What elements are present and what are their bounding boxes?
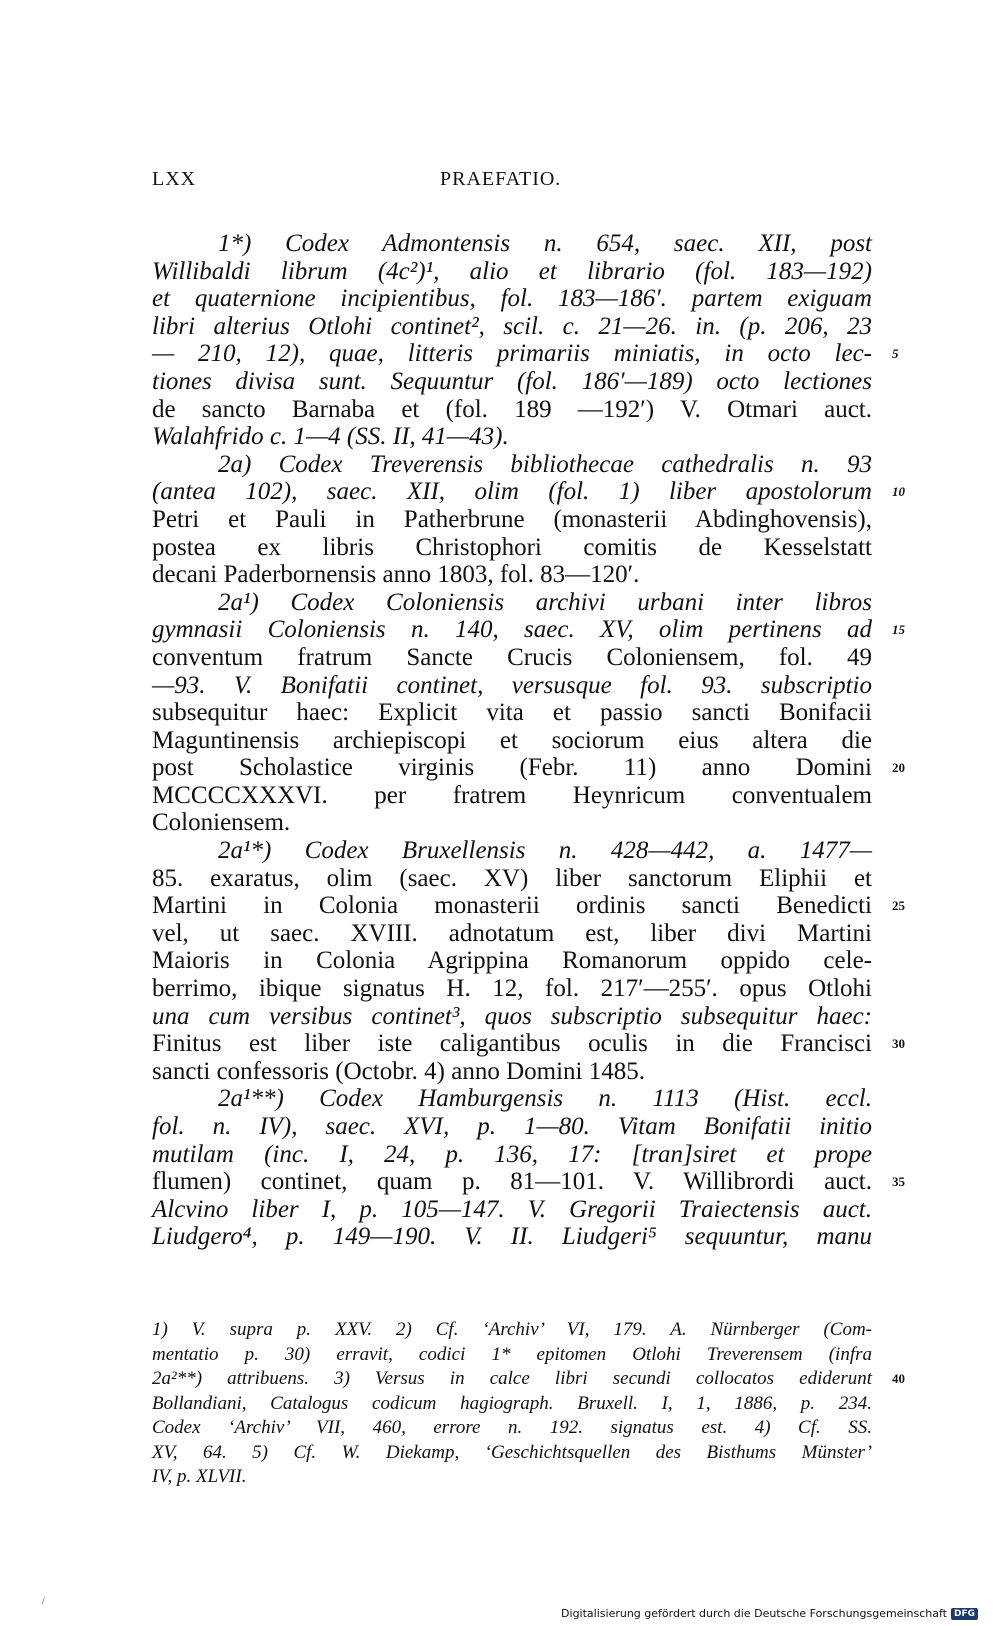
line-text: berrimo, ibique signatus H. 12, fol. 217′—255′. opus Otlohi [152,975,872,1003]
text-line [152,809,872,837]
line-text: subsequitur haec: Explicit vita et passio sancti Bonifacii [152,699,872,727]
line-text: Petri et Pauli in Patherbrune (monasterii Abdinghovensis), [152,505,872,533]
line-text: Finitus est liber iste caligantibus oculis in die Francisci [152,1030,872,1058]
line-text: Coloniensem. [152,809,291,837]
text-line [152,1141,872,1169]
line-text: 2a¹*) Codex Bruxellensis n. 428—442, a. 1477— [218,837,872,865]
line-text: 2a¹) Codex Coloniensis archivi urbani inter libros [218,588,872,616]
credit-text: Digitalisierung gefördert durch die Deutsche Forschungsgemeinschaft [561,1607,947,1620]
dfg-logo: DFG [951,1608,978,1620]
line-number: 20 [892,760,905,776]
line-text: una cum versibus continet³, quos subscriptio subsequitur haec: [152,1002,872,1030]
footnote-line [152,1343,872,1368]
line-text: fol. n. IV), saec. XVI, p. 1—80. Vitam Bonifatii initio [152,1113,872,1140]
text-line [152,451,872,479]
text-line [152,975,872,1003]
line-number: 10 [892,484,905,500]
line-text: Willibaldi librum (4c²)¹, alio et librario (fol. 183—192) [152,257,872,285]
text-line [152,396,872,424]
line-text: Walahfrido c. 1—4 (SS. II, 41—43). [152,423,509,451]
text-line [152,699,872,727]
page-header [152,168,872,198]
line-text: Maguntinensis archiepiscopi et sociorum eius altera die [152,726,872,754]
footnote-text: Codex ‘Archiv’ VII, 460, errore n. 192. signatus est. 4) Cf. SS. [152,1417,872,1438]
text-line [152,1003,872,1031]
line-number: 35 [892,1174,905,1190]
footnotes [152,1318,905,1490]
footnote-text: Bollandiani, Catalogus codicum hagiograph. Bruxell. I, 1, 1886, p. 234. [152,1392,872,1414]
text-line [152,644,872,672]
text-line [152,478,905,506]
page-number: LXX [152,168,197,190]
line-text: mutilam (inc. I, 24, p. 136, 17: [tran]siret et prope [152,1140,872,1168]
text-line [152,865,872,893]
footnote-line [152,1416,872,1441]
line-text: 1*) Codex Admontensis n. 654, saec. XII, post [218,230,872,257]
line-number: 30 [892,1036,905,1052]
line-text: 85. exaratus, olim (saec. XV) liber sanctorum Eliphii et [152,864,872,892]
line-text: —93. V. Bonifatii continet, versusque fol. 93. subscriptio [152,671,872,699]
line-text: Maioris in Colonia Agrippina Romanorum oppido cele- [152,947,872,975]
text-line [152,368,872,396]
text-line [152,782,872,810]
text-line [152,616,905,644]
footnote-line [152,1465,872,1490]
line-text: flumen) continet, quam p. 81—101. V. Willibrordi auct. [152,1168,872,1196]
line-text: Alcvino liber I, p. 105—147. V. Gregorii Traiectensis auct. [152,1195,872,1223]
line-text: decani Paderbornensis anno 1803, fol. 83—120′. [152,561,640,589]
text-line [152,947,872,975]
text-line [152,285,872,313]
footnote-text: 1) V. supra p. XXV. 2) Cf. ‘Archiv’ VI, 179. A. Nürnberger (Com- [152,1319,872,1340]
text-line [152,258,872,286]
text-line [152,1113,872,1141]
text-line [152,589,872,617]
line-text: post Scholastice virginis (Febr. 11) anno Domini [152,754,872,782]
line-text: tiones divisa sunt. Sequuntur (fol. 186′—189) octo lectiones [152,367,872,395]
running-title: PRAEFATIO. [440,168,562,190]
footnote-line [152,1441,872,1466]
line-text: (antea 102), saec. XII, olim (fol. 1) liber apostolorum [152,478,872,506]
main-text [152,230,905,1251]
footnote-line [152,1318,872,1343]
line-text: vel, ut saec. XVIII. adnotatum est, liber divi Martini [152,919,872,947]
text-line [152,727,872,755]
line-text: et quaternione incipientibus, fol. 183—186′. partem exiguam [152,285,872,313]
text-line [152,837,872,865]
text-line [152,1085,872,1113]
line-text: 2a) Codex Treverensis bibliothecae cathedralis n. 93 [218,450,872,478]
footnote-line [152,1392,872,1417]
footnote-text: XV, 64. 5) Cf. W. Diekamp, ‘Geschichtsquellen des Bisthums Münster’ [152,1441,872,1463]
line-number: 5 [892,346,899,362]
line-number: 15 [892,622,905,638]
text-line [152,892,905,920]
text-line [152,920,872,948]
footnote-text: 2a²**) attribuens. 3) Versus in calce libri secundi collocatos ediderunt [152,1368,872,1389]
text-line [152,754,905,782]
text-line [152,1223,872,1251]
footnote-line [152,1367,905,1392]
line-text: — 210, 12), quae, litteris primariis miniatis, in octo lec- [152,340,872,368]
text-line [152,340,899,368]
line-text: conventum fratrum Sancte Crucis Coloniensem, fol. 49 [152,643,872,671]
text-line [152,230,872,258]
line-number: 40 [892,1371,905,1386]
footnote-text: mentatio p. 30) erravit, codici 1* epitomen Otlohi Treverensem (infra [152,1343,872,1365]
line-text: Martini in Colonia monasterii ordinis sancti Benedicti [152,892,872,920]
line-number: 25 [892,898,905,914]
text-line [152,506,872,534]
line-text: de sancto Barnaba et (fol. 189 —192′) V. Otmari auct. [152,395,872,423]
text-line [152,1058,872,1086]
text-line [152,313,872,341]
line-text: gymnasii Coloniensis n. 140, saec. XV, olim pertinens ad [152,616,872,644]
text-line [152,423,872,451]
line-text: sancti confessoris (Octobr. 4) anno Domini 1485. [152,1057,645,1085]
line-text: 2a¹**) Codex Hamburgensis n. 1113 (Hist. eccl. [218,1085,872,1113]
text-line [152,561,872,589]
line-text: postea ex libris Christophori comitis de Kesselstatt [152,533,872,561]
line-text: libri alterius Otlohi continet², scil. c. 21—26. in. (p. 206, 23 [152,312,872,340]
text-line [152,672,872,700]
digitization-credit [561,1607,978,1620]
line-text: MCCCCXXXVI. per fratrem Heynricum conventualem [152,781,872,809]
text-line [152,1168,905,1196]
text-line [152,1030,905,1058]
footnote-text: IV, p. XLVII. [152,1466,247,1487]
text-line [152,534,872,562]
line-text: Liudgero⁴, p. 149—190. V. II. Liudgeri⁵ sequuntur, manu [152,1223,872,1251]
stray-mark: / [42,1596,45,1607]
text-line [152,1196,872,1224]
